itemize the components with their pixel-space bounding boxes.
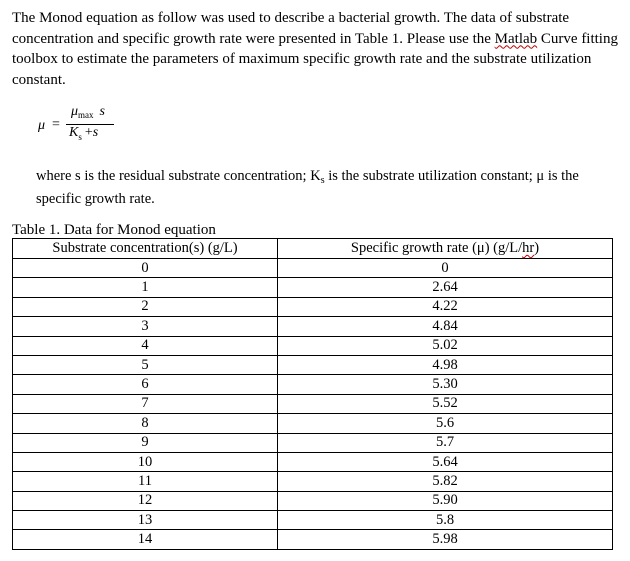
table-row [13,355,613,374]
table-header-row [13,239,613,259]
growth-rate-cell: 5.98 [278,530,613,549]
numerator-symbol: μ [71,104,79,119]
header-growth-rate-close: ) [534,240,540,256]
substrate-cell: 11 [13,472,278,491]
substrate-cell: 9 [13,433,278,452]
substrate-cell: 4 [13,336,278,355]
where-text-2: is the substrate utilization constant; μ is the specific growth rate. [36,168,579,207]
growth-rate-cell: 5.52 [278,394,613,413]
table-caption: Table 1. Data for Monod equation [12,222,216,238]
monod-equation [36,104,156,152]
substrate-cell: 12 [13,491,278,510]
table-row [13,278,613,297]
growth-rate-cell: 5.64 [278,452,613,471]
table-row [13,414,613,433]
denominator-subscript: s [78,132,82,142]
header-growth-rate [278,239,613,259]
substrate-cell: 10 [13,452,278,471]
spellcheck-word-hr[interactable]: hr [522,240,535,256]
equation-equals: = [52,117,60,132]
table-row [13,511,613,530]
substrate-cell: 3 [13,317,278,336]
denominator-variable: s [92,125,99,140]
growth-rate-cell: 4.84 [278,317,613,336]
denominator-symbol: K [69,125,79,140]
table-row [13,259,613,278]
growth-rate-cell: 0 [278,259,613,278]
table-row [13,491,613,510]
table-row [13,317,613,336]
substrate-cell: 7 [13,394,278,413]
equation-numerator [71,104,105,120]
numerator-variable: s [99,104,105,119]
table-row [13,394,613,413]
where-text-1: where s is the residual substrate concentration; K [36,168,321,184]
substrate-cell: 5 [13,355,278,374]
intro-text-after: Curve fitting toolbox to estimate the parameters of maximum specific growth rate and the substrate utilization constant. [12,30,618,88]
equation-denominator [69,125,98,141]
growth-rate-cell: 5.7 [278,433,613,452]
header-growth-rate-text: Specific growth rate (μ) (g/L/ [350,240,523,256]
substrate-cell: 0 [13,259,278,278]
growth-rate-cell: 5.8 [278,511,613,530]
growth-rate-cell: 5.6 [278,414,613,433]
growth-rate-cell: 5.90 [278,491,613,510]
spellcheck-word[interactable]: Matlab [494,30,538,47]
where-paragraph [36,166,626,209]
growth-rate-cell: 2.64 [278,278,613,297]
substrate-cell: 2 [13,297,278,316]
growth-rate-cell: 4.98 [278,355,613,374]
substrate-cell: 1 [13,278,278,297]
substrate-cell: 6 [13,375,278,394]
substrate-cell: 8 [13,414,278,433]
substrate-cell: 13 [13,511,278,530]
table-row [13,336,613,355]
numerator-subscript: max [78,110,94,120]
denominator-plus: + [84,125,93,140]
monod-data-table [12,238,613,550]
table-row [13,375,613,394]
growth-rate-cell: 5.30 [278,375,613,394]
table-row [13,530,613,549]
table-row [13,297,613,316]
intro-paragraph [12,8,620,90]
equation-lhs: μ [38,118,46,133]
growth-rate-cell: 5.02 [278,336,613,355]
table-row [13,472,613,491]
ks-subscript: s [320,175,325,186]
growth-rate-cell: 4.22 [278,297,613,316]
growth-rate-cell: 5.82 [278,472,613,491]
table-row [13,433,613,452]
header-substrate: Substrate concentration(s) (g/L) [13,239,278,259]
table-row [13,452,613,471]
intro-text-before: The Monod equation as follow was used to describe a bacterial growth. The data of substrate concentration and specific growth rate were presented in Table 1. Please use the [12,10,570,47]
substrate-cell: 14 [13,530,278,549]
